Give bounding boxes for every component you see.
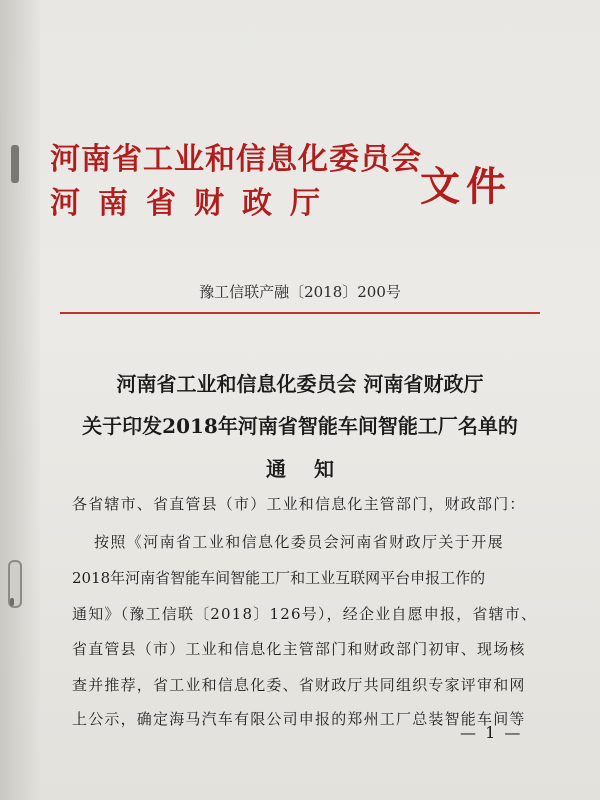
document-number: 豫工信联产融〔2018〕200号 xyxy=(199,283,401,301)
staple-pin xyxy=(10,598,14,606)
title-line-2: 关于印发2018年河南省智能车间智能工厂名单的 xyxy=(82,414,518,438)
body-line: 省直管县（市）工业和信息化主管部门和财政部门初审、现场核 xyxy=(72,640,526,658)
letterhead-document-label: 文件 xyxy=(420,164,512,210)
page-number: — 1 — xyxy=(460,723,523,742)
salutation: 各省辖市、省直管县（市）工业和信息化主管部门，财政部门： xyxy=(72,495,526,513)
body-line: 按照《河南省工业和信息化委员会河南省财政厅关于开展 xyxy=(94,533,505,551)
page-binding-shadow xyxy=(0,0,40,800)
letterhead-issuer-1: 河南省工业和信息化委员会 xyxy=(50,142,422,177)
binding-hole xyxy=(11,145,19,183)
body-line: 查并推荐，省工业和信息化委、省财政厅共同组织专家评审和网 xyxy=(72,676,526,694)
letterhead-issuer-2: 河南省财政厅 xyxy=(50,186,338,221)
body-line: 2018年河南省智能车间智能工厂和工业互联网平台申报工作的 xyxy=(72,569,486,587)
body-line: 上公示，确定海马汽车有限公司申报的郑州工厂总装智能车间等 xyxy=(72,710,526,728)
title-line-1: 河南省工业和信息化委员会 河南省财政厅 xyxy=(116,372,484,396)
red-divider-rule xyxy=(60,312,540,314)
title-line-3: 通知 xyxy=(266,457,362,481)
body-line: 通知》（豫工信联〔2018〕126号），经企业自愿申报，省辖市、 xyxy=(72,605,538,623)
